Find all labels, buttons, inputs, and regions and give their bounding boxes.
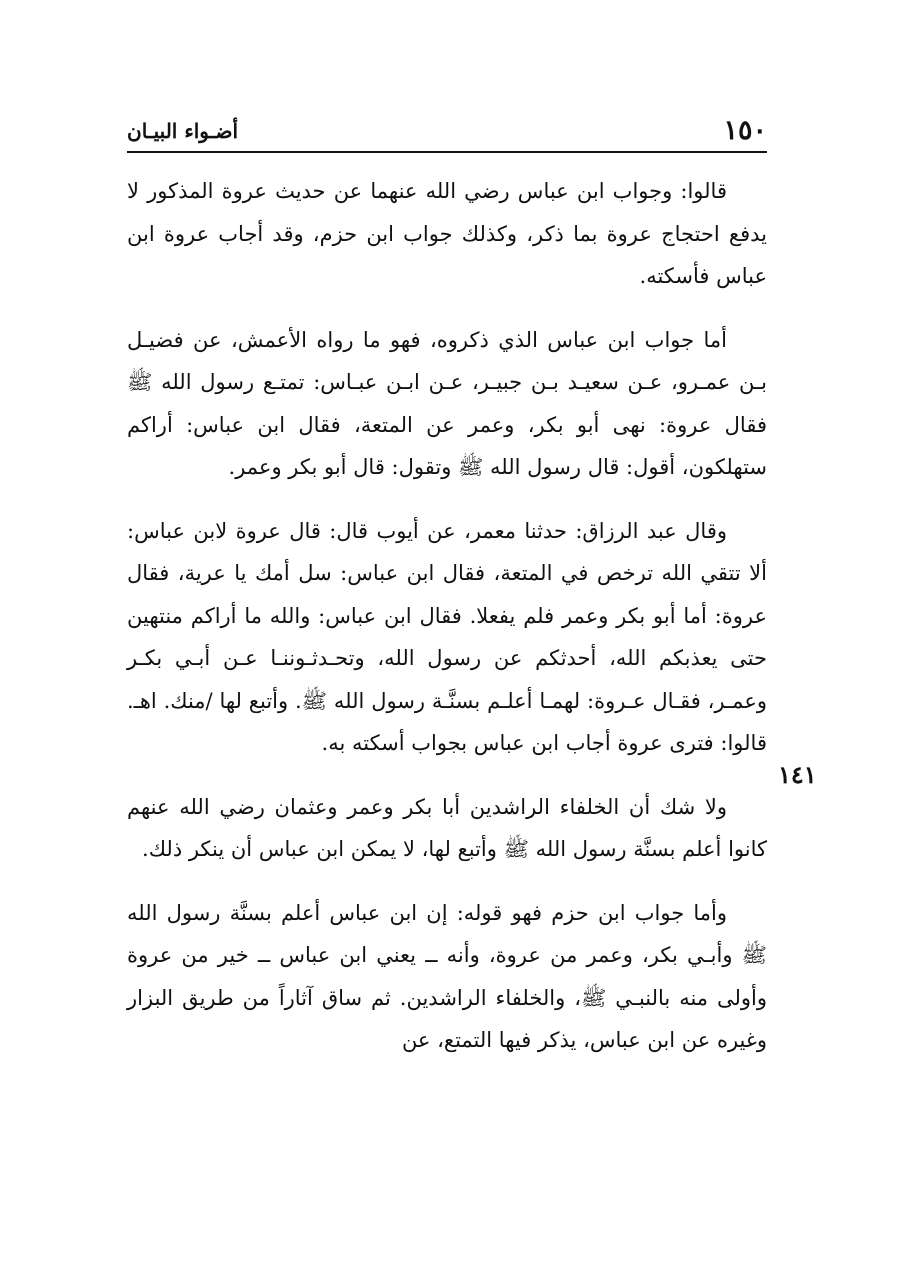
page-number: ١٥٠ [723,115,767,146]
paragraph-5: وأما جواب ابن حزم فهو قوله: إن ابن عباس أعلم بسنَّة رسول الله ﷺ وأبـي بكر، وعمر من عروة، وأنه ــ يعني ابن عباس ــ خير من عروة وأولى منه بالنبـي ﷺ، والخلفاء الراشدين. ثم ساق آثاراً من طريق البزار وغيره عن ابن عباس، يذكر فيها التمتع، عن [127,900,767,1052]
paragraph-2: أما جواب ابن عباس الذي ذكروه، فهو ما رواه الأعمش، عن فضيـل بـن عمـرو، عـن سعيـد بـن جبيـر، عـن ابـن عبـاس: تمتـع رسول الله ﷺ فقال عروة: نهى أبو بكر، وعمر عن المتعة، فقال ابن عباس: أراكم ستهلكون، أقول: قال رسول الله ﷺ وتقول: قال أبو بكر وعمر. [127,327,767,479]
body-text [127,170,767,1083]
page-header [127,112,767,150]
margin-page-reference: ١٤١ [778,760,817,789]
paragraph-4: ولا شك أن الخلفاء الراشدين أبا بكر وعمر وعثمان رضي الله عنهم كانوا أعلم بسنَّة رسول الله ﷺ وأتبع لها، لا يمكن ابن عباس أن ينكر ذلك. [127,794,767,861]
header-divider [127,151,767,153]
book-title: أضـواء البيـان [127,119,239,143]
paragraph-1: قالوا: وجواب ابن عباس رضي الله عنهما عن حديث عروة المذكور لا يدفع احتجاج عروة بما ذكر، وكذلك جواب ابن حزم، وقد أجاب عروة ابن عباس فأسكته. [127,179,767,288]
paragraph-3: وقال عبد الرزاق: حدثنا معمر، عن أيوب قال: قال عروة لابن عباس: ألا تتقي الله ترخص في المتعة، فقال ابن عباس: سل أمك يا عرية، فقال عروة: أما أبو بكر وعمر فلم يفعلا. فقال ابن عباس: والله ما أراكم منتهين حتى يعذبكم الله، أحدثكم عن رسول الله، وتحـدثـوننـا عـن أبـي بكـر وعمـر، فقـال عـروة: لهمـا أعلـم بسنَّـة رسول الله ﷺ. وأتبع لها /منك. اهـ. قالوا: فترى عروة أجاب ابن عباس بجواب أسكته به. [127,518,767,755]
